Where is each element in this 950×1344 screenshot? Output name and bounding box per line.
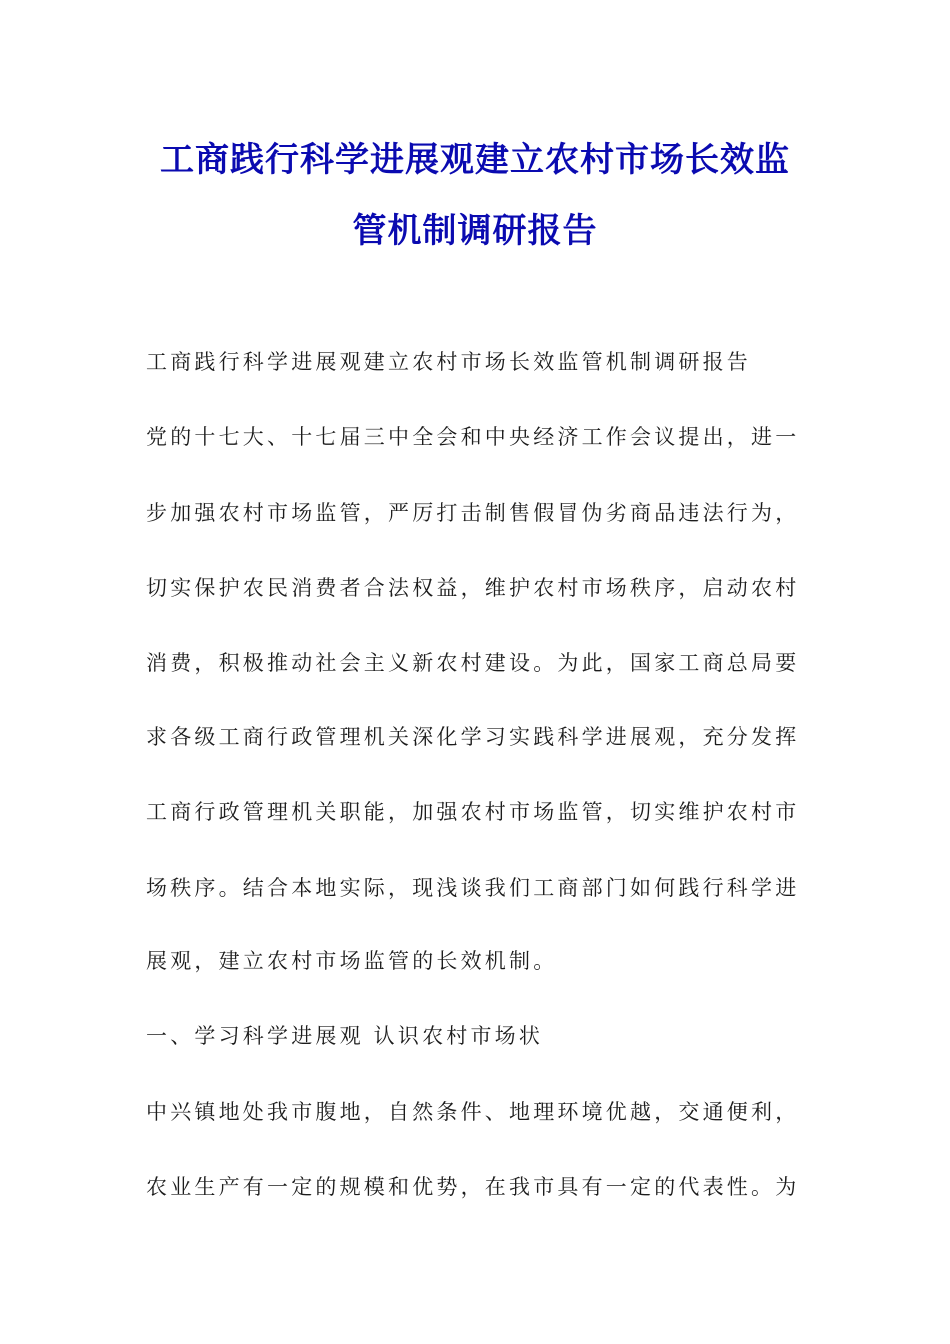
body-line-9: 展观，建立农村市场监管的长效机制。 [146,949,558,973]
body-line-12: 农业生产有一定的规模和优势，在我市具有一定的代表性。为 [146,1175,800,1199]
body-line-1: 工商践行科学进展观建立农村市场长效监管机制调研报告 [146,350,751,374]
body-line-4: 切实保护农民消费者合法权益，维护农村市场秩序，启动农村 [146,576,800,600]
document-title-line-1: 工商践行科学进展观建立农村市场长效监 [160,140,790,180]
body-line-5: 消费，积极推动社会主义新农村建设。为此，国家工商总局要 [146,651,800,675]
body-line-11: 中兴镇地处我市腹地，自然条件、地理环境优越，交通便利， [146,1100,800,1124]
document-title-line-2: 管机制调研报告 [352,211,598,251]
body-line-6: 求各级工商行政管理机关深化学习实践科学进展观，充分发挥 [146,725,800,749]
section-heading: 一、学习科学进展观 认识农村市场状 [146,1024,544,1048]
body-line-8: 场秩序。结合本地实际，现浅谈我们工商部门如何践行科学进 [146,876,800,900]
body-line-7: 工商行政管理机关职能，加强农村市场监管，切实维护农村市 [146,800,800,824]
body-line-3: 步加强农村市场监管，严厉打击制售假冒伪劣商品违法行为， [146,501,800,525]
body-line-2: 党的十七大、十七届三中全会和中央经济工作会议提出，进一 [146,425,800,449]
